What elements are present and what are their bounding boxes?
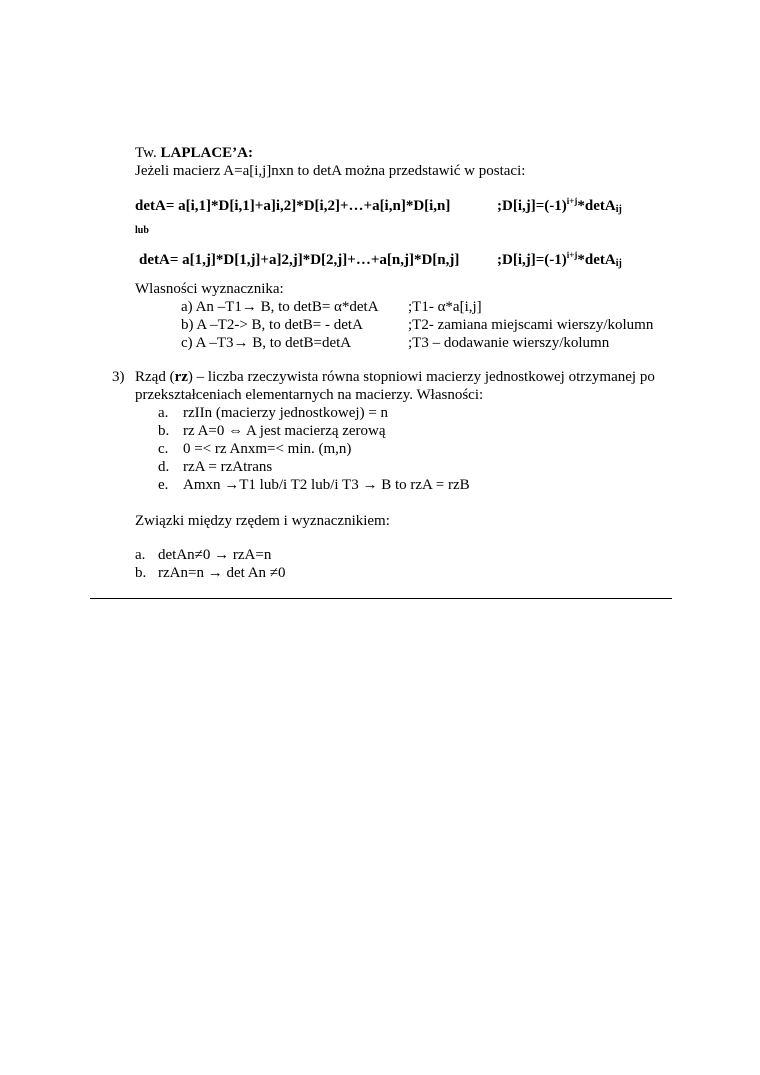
relation-marker-b: b. <box>135 565 147 581</box>
rank-item-b: rz A=0 ⇔ A jest macierzą zerową <box>183 423 386 439</box>
formula-1-exponent: i+j <box>566 196 578 206</box>
formula-1-rhs <box>497 197 622 215</box>
rank-item-marker-c: c. <box>158 441 169 457</box>
rank-definition-line2: przekształceniach elementarnych na macierzy. Własności: <box>135 387 484 403</box>
rank-abbrev: rz <box>174 369 188 385</box>
rank-item-marker-a: a. <box>158 405 169 421</box>
formula-2-exponent: i+j <box>566 250 578 260</box>
relation-item-a: detAn≠0 → rzA=n <box>158 547 272 563</box>
rank-number: 3) <box>112 369 125 385</box>
theorem-prefix: Tw. <box>135 145 161 161</box>
theorem-statement: Jeżeli macierz A=a[i,j]nxn to detA można przedstawić w postaci: <box>135 163 526 179</box>
horizontal-divider <box>90 598 672 599</box>
formula-2-rhs-tail: *detA <box>577 252 616 268</box>
rank-definition <box>135 368 655 386</box>
formula-2-rhs-main: ;D[i,j]=(-1) <box>497 252 567 268</box>
rank-item-e: Amxn →T1 lub/i T2 lub/i T3 → B to rzA = rzB <box>183 477 470 493</box>
relation-marker-a: a. <box>135 547 146 563</box>
formula-2-rhs <box>497 251 622 269</box>
formula-1-rhs-main: ;D[i,j]=(-1) <box>497 198 567 214</box>
rank-item-c: 0 =< rz Anxm=< min. (m,n) <box>183 441 352 457</box>
property-item-c: c) A –T3→ B, to detB=detA <box>181 335 352 351</box>
formula-1-subscript: ij <box>615 204 622 215</box>
theorem-name: LAPLACE’A: <box>160 145 253 161</box>
relations-heading: Związki między rzędem i wyznacznikiem: <box>135 513 390 529</box>
property-item-a: a) An –T1→ B, to detB= α*detA <box>181 299 379 315</box>
rank-item-a: rzIIn (macierzy jednostkowej) = n <box>183 405 389 421</box>
formula-2-lhs: detA= a[1,j]*D[1,j]+a]2,j]*D[2,j]+…+a[n,j]*D[n,j] <box>139 252 460 268</box>
rank-item-marker-e: e. <box>158 477 169 493</box>
rank-def-post: ) – liczba rzeczywista równa stopniowi macierzy jednostkowej otrzymanej po <box>187 369 655 385</box>
formula-2-subscript: ij <box>615 258 622 269</box>
formula-1-rhs-tail: *detA <box>577 198 616 214</box>
rank-item-d: rzA = rzAtrans <box>183 459 273 475</box>
property-note-b: ;T2- zamiana miejscami wierszy/kolumn <box>408 317 654 333</box>
relation-item-b: rzAn=n → det An ≠0 <box>158 565 286 581</box>
property-item-b: b) A –T2-> B, to detB= - detA <box>181 317 363 333</box>
or-label: lub <box>135 225 149 236</box>
formula-1-lhs: detA= a[i,1]*D[i,1]+a]i,2]*D[i,2]+…+a[i,n]*D[i,n] <box>135 198 451 214</box>
property-note-c: ;T3 – dodawanie wierszy/kolumn <box>408 335 610 351</box>
rank-item-marker-b: b. <box>158 423 170 439</box>
theorem-heading <box>135 144 253 162</box>
rank-def-pre: Rząd ( <box>135 369 175 385</box>
rank-item-marker-d: d. <box>158 459 170 475</box>
property-note-a: ;T1- α*a[i,j] <box>408 299 482 315</box>
properties-heading: Wlasności wyznacznika: <box>135 281 284 297</box>
